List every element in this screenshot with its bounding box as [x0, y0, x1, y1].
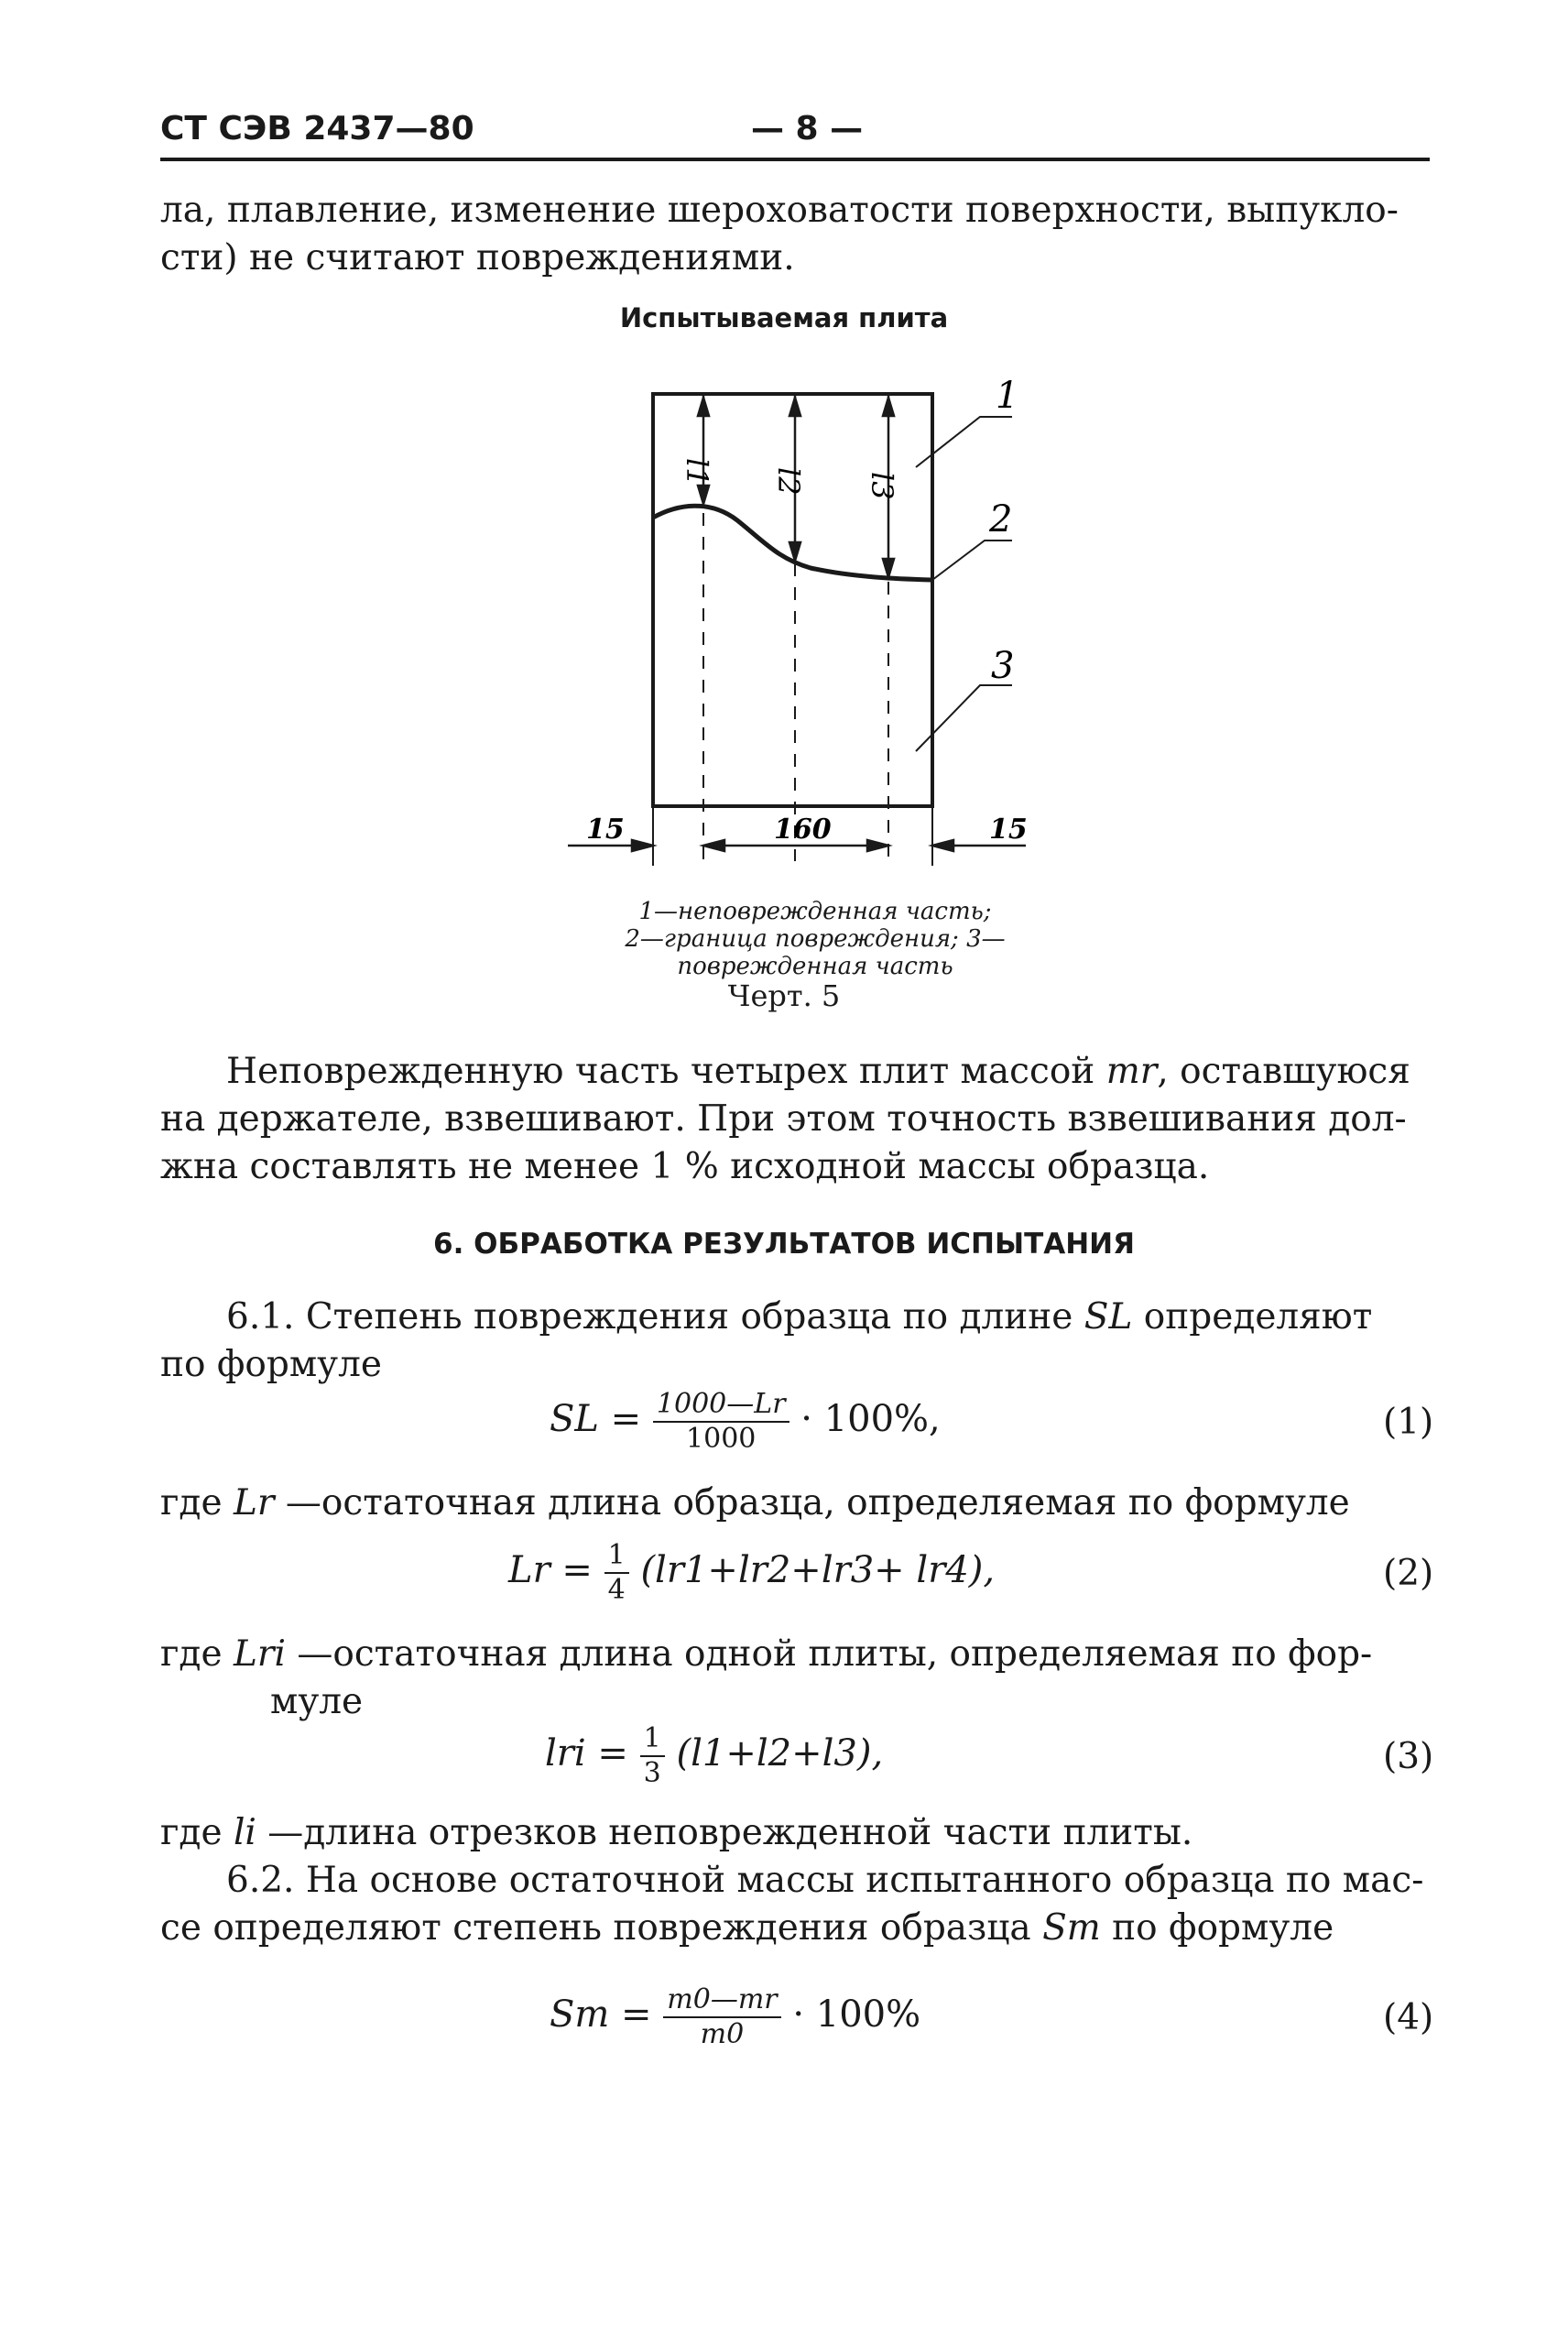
f1-den: 1000 [686, 1423, 757, 1455]
formula-3-number: (3) [1383, 1736, 1434, 1777]
f3-fraction [640, 1722, 665, 1790]
f3-num: 1 [640, 1722, 665, 1757]
f4-rhs: · 100% [792, 1993, 921, 2036]
label-l1: l1 [680, 458, 714, 486]
where-2-b: —остаточная длина одной плиты, определяемая по фор- [297, 1633, 1373, 1675]
f1-lhs: SL = [550, 1398, 642, 1440]
mass-line-1: Неповрежденную часть четырех плит массой [226, 1051, 1095, 1092]
where-1-sym: Lr [233, 1482, 275, 1523]
arrow-l2-top [789, 398, 800, 416]
leaders [916, 417, 1015, 751]
figure-number: Черт. 5 [727, 978, 841, 1013]
p61-line-1b: определяют [1143, 1296, 1373, 1338]
figure-legend [586, 898, 1044, 980]
f2-fraction [604, 1539, 629, 1607]
arrow-l3-top [883, 398, 894, 416]
formula-4 [550, 1983, 920, 2051]
dim-center-arrow-r [867, 840, 888, 851]
callout-1: 1 [996, 375, 1019, 417]
mass-line-2: на держателе, взвешивают. При этом точность взвешивания дол- [160, 1098, 1407, 1140]
where-2 [160, 1631, 1438, 1726]
callout-2: 2 [989, 498, 1013, 541]
f3-den: 3 [643, 1757, 661, 1789]
f1-rhs: · 100%, [800, 1398, 941, 1440]
f4-num: m0—mr [663, 1983, 780, 2018]
mass-line-3: жна составлять не менее 1 % исходной массы образца. [160, 1146, 1210, 1187]
label-l3: l3 [865, 472, 899, 500]
arrow-l1-bottom [698, 486, 709, 504]
dim-right-arrow [932, 840, 953, 851]
formula-1-number: (1) [1383, 1402, 1434, 1443]
intro-paragraph [160, 187, 1438, 282]
f1-fraction [653, 1388, 789, 1456]
where-2-a: где [160, 1633, 223, 1675]
f3-lhs: lri = [545, 1732, 628, 1775]
mass-paragraph [160, 1048, 1438, 1191]
legend-line-2: 2—граница повреждения; 3— [625, 925, 1006, 953]
p62-line-2a: се определяют степень повреждения образца [160, 1907, 1031, 1949]
f2-lhs: Lr = [508, 1549, 593, 1591]
p61-line-2: по формуле [160, 1344, 382, 1385]
intro-line-2: сти) не считают повреждениями. [160, 237, 795, 278]
p62-line-2b: по формуле [1112, 1907, 1334, 1949]
arrow-l3-bottom [883, 559, 894, 577]
plate-outline [653, 394, 932, 806]
callout-3: 3 [991, 645, 1015, 687]
dim-left-value: 15 [586, 814, 625, 846]
f3-rhs: (l1+l2+l3), [676, 1732, 884, 1775]
p62-symbol: Sm [1042, 1907, 1101, 1949]
leader-1 [916, 417, 1012, 467]
header-rule [160, 158, 1430, 161]
p61-line-1a: 6.1. Степень повреждения образца по длине [226, 1296, 1073, 1338]
doc-id: СТ СЭВ 2437—80 [160, 110, 474, 147]
formula-2 [508, 1539, 995, 1607]
dim-center-value: 160 [774, 814, 832, 846]
mass-line-1b: , оставшуюся [1157, 1051, 1410, 1092]
arrow-l1-top [698, 398, 709, 416]
where-2-c: муле [270, 1681, 364, 1722]
intro-line-1: ла, плавление, изменение шероховатости поверхности, выпукло- [160, 190, 1399, 231]
legend-line-1: 1—неповрежденная часть; [638, 898, 992, 925]
p61-paragraph [160, 1294, 1438, 1389]
dim-center-arrow-l [703, 840, 724, 851]
f4-lhs: Sm = [550, 1993, 652, 2036]
where-3-sym: li [233, 1812, 256, 1853]
dim-right-value: 15 [989, 814, 1028, 846]
page-number: — 8 — [751, 110, 864, 147]
where-3-a: где [160, 1812, 223, 1853]
f2-rhs: (lr1+lr2+lr3+ lr4), [640, 1549, 996, 1591]
f4-fraction [663, 1983, 780, 2051]
dash-lines [703, 513, 888, 861]
figure-title: Испытываемая плита [619, 302, 949, 333]
formula-2-number: (2) [1383, 1553, 1434, 1594]
mass-symbol: mr [1105, 1051, 1158, 1092]
p61-symbol: SL [1083, 1296, 1133, 1338]
where-2-sym: Lri [233, 1633, 286, 1675]
where-1-a: где [160, 1482, 223, 1523]
f2-num: 1 [604, 1539, 629, 1574]
formula-1 [550, 1388, 941, 1456]
leader-3 [916, 685, 1012, 751]
legend-line-3: поврежденная часть [677, 953, 953, 980]
where-1-b: —остаточная длина образца, определяемая по формуле [285, 1482, 1350, 1523]
leader-2 [932, 541, 1012, 580]
dim-left-arrow [632, 840, 653, 851]
formula-3 [545, 1722, 883, 1790]
p62-line-1: 6.2. На основе остаточной массы испытанного образца по мас- [226, 1860, 1424, 1901]
section-title: 6. ОБРАБОТКА РЕЗУЛЬТАТОВ ИСПЫТАНИЯ [433, 1228, 1135, 1261]
figure-drawing [550, 366, 1062, 879]
f4-den: m0 [700, 2018, 745, 2050]
label-l2: l2 [771, 467, 806, 496]
f2-den: 4 [607, 1574, 626, 1606]
arrow-l2-bottom [789, 542, 800, 561]
f1-num: 1000—Lr [653, 1388, 789, 1423]
formula-4-number: (4) [1383, 1997, 1434, 2038]
where-3-and-p62 [160, 1809, 1438, 1952]
where-3-b: —длина отрезков неповрежденной части плиты. [267, 1812, 1193, 1853]
where-1 [160, 1480, 1438, 1527]
